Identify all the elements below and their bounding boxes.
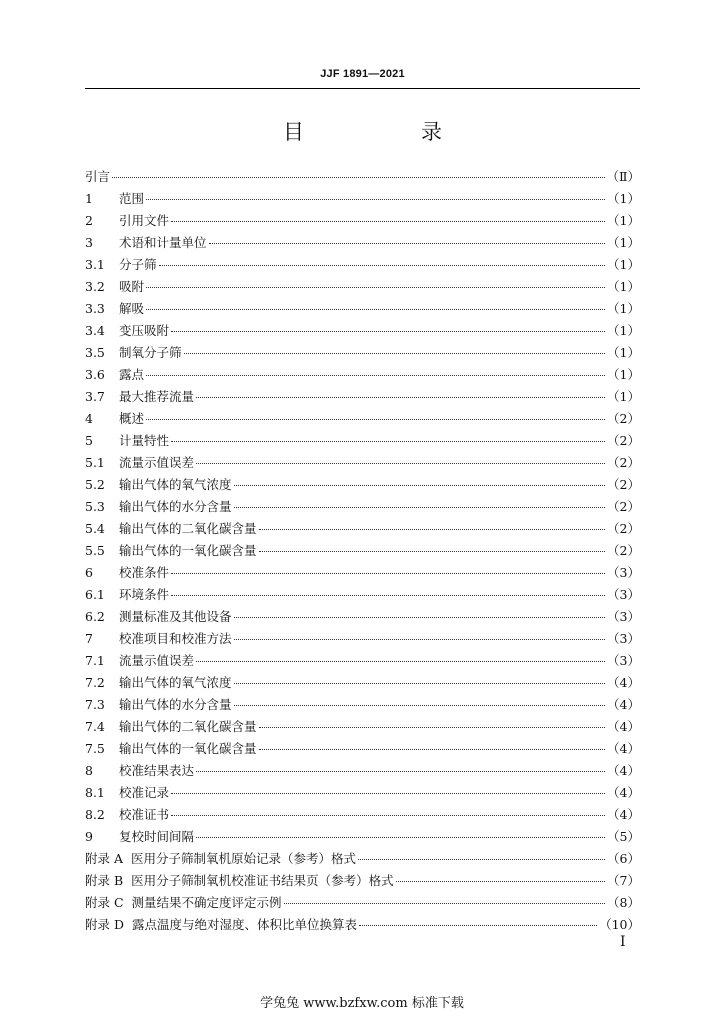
- toc-entry-number: 5.3: [85, 499, 105, 514]
- toc-entry-label: 引用文件: [119, 213, 170, 228]
- toc-entry-label: 测量标准及其他设备: [119, 609, 232, 624]
- toc-entry-label: 复校时间间隔: [119, 829, 195, 844]
- toc-entry-number: 附录 A: [85, 851, 124, 866]
- toc-entry-number: 3.3: [85, 301, 105, 316]
- toc-leader-dots: [196, 661, 605, 662]
- toc-leader-dots: [146, 309, 605, 310]
- toc-leader-dots: [234, 639, 606, 640]
- toc-leader-dots: [112, 177, 604, 178]
- toc-entry-number: 7.2: [85, 675, 105, 690]
- toc-entry[interactable]: [85, 893, 640, 915]
- toc-entry-label: 测量结果不确定度评定示例: [131, 895, 282, 910]
- toc-entry[interactable]: [85, 343, 640, 365]
- toc-entry-number: 8: [85, 763, 93, 778]
- toc-entry-number: 附录 B: [85, 873, 124, 888]
- toc-entry-label: 输出气体的氧气浓度: [119, 675, 232, 690]
- toc-entry[interactable]: [85, 805, 640, 827]
- toc-leader-dots: [259, 749, 606, 750]
- toc-entry-label: 医用分子筛制氧机校准证书结果页（参考）格式: [131, 873, 394, 888]
- toc-entry[interactable]: [85, 717, 640, 739]
- toc-entry-label: 流量示值误差: [119, 653, 195, 668]
- toc-entry-page: （4）: [607, 763, 640, 778]
- toc-leader-dots: [259, 727, 606, 728]
- toc-entry-number: 2: [85, 213, 93, 228]
- toc-entry-label: 分子筛: [119, 257, 157, 272]
- toc-entry-page: （1）: [607, 257, 640, 272]
- toc-entry-page: （3）: [607, 587, 640, 602]
- toc-entry-label: 输出气体的水分含量: [119, 697, 232, 712]
- toc-entry-page: （3）: [607, 609, 640, 624]
- toc-entry-label: 最大推荐流量: [119, 389, 195, 404]
- toc-entry-page: （1）: [607, 279, 640, 294]
- toc-entry[interactable]: [85, 167, 640, 189]
- toc-entry-page: （4）: [607, 785, 640, 800]
- toc-entry-page: （2）: [607, 521, 640, 536]
- toc-entry[interactable]: [85, 299, 640, 321]
- toc-entry-page: （5）: [607, 829, 640, 844]
- toc-entry-label: 计量特性: [119, 433, 170, 448]
- toc-leader-dots: [171, 573, 605, 574]
- toc-leader-dots: [171, 815, 605, 816]
- toc-entry[interactable]: [85, 563, 640, 585]
- toc-entry-page: （1）: [607, 323, 640, 338]
- toc-entry-page: （1）: [607, 213, 640, 228]
- toc-entry-label: 输出气体的氧气浓度: [119, 477, 232, 492]
- page-number: Ⅰ: [620, 934, 626, 950]
- header-rule: [85, 88, 640, 89]
- toc-entry-page: （4）: [607, 675, 640, 690]
- toc-entry[interactable]: [85, 827, 640, 849]
- toc-entry-page: （1）: [607, 345, 640, 360]
- toc-entry-page: （Ⅱ）: [606, 169, 640, 184]
- toc-entry-page: （6）: [607, 851, 640, 866]
- toc-leader-dots: [234, 485, 606, 486]
- toc-leader-dots: [234, 705, 606, 706]
- toc-entry-number: 3.4: [85, 323, 105, 338]
- toc-entry-number: 7.5: [85, 741, 105, 756]
- toc-entry-label: 输出气体的二氧化碳含量: [119, 521, 257, 536]
- toc-entry[interactable]: [85, 695, 640, 717]
- toc-entry-number: 6.2: [85, 609, 105, 624]
- toc-entry-label: 校准项目和校准方法: [119, 631, 232, 646]
- toc-entry-number: 7.3: [85, 697, 105, 712]
- toc-entry[interactable]: [85, 409, 640, 431]
- toc-entry-number: 3.2: [85, 279, 105, 294]
- toc-entry-page: （2）: [607, 433, 640, 448]
- toc-leader-dots: [146, 419, 605, 420]
- toc-entry[interactable]: [85, 431, 640, 453]
- toc-entry-number: 1: [85, 191, 93, 206]
- toc-entry-page: （2）: [607, 411, 640, 426]
- document-code-header: JJF 1891—2021: [320, 68, 405, 80]
- toc-entry-page: （4）: [607, 741, 640, 756]
- toc-entry-number: 5: [85, 433, 93, 448]
- footer-watermark: 学兔兔 www.bzfxw.com 标准下载: [260, 996, 464, 1011]
- toc-leader-dots: [234, 617, 606, 618]
- toc-leader-dots: [171, 441, 605, 442]
- toc-entry[interactable]: [85, 783, 640, 805]
- toc-entry-number: 附录 C: [85, 895, 124, 910]
- toc-entry-label: 校准条件: [119, 565, 170, 580]
- toc-entry-label: 医用分子筛制氧机原始记录（参考）格式: [131, 851, 357, 866]
- toc-entry[interactable]: [85, 739, 640, 761]
- toc-entry-page: （2）: [607, 477, 640, 492]
- toc-leader-dots: [146, 199, 605, 200]
- toc-entry-number: 3.6: [85, 367, 105, 382]
- toc-entry-label: 范围: [119, 191, 145, 206]
- toc-leader-dots: [184, 353, 606, 354]
- toc-entry-page: （2）: [607, 543, 640, 558]
- toc-entry-label: 吸附: [119, 279, 145, 294]
- toc-entry[interactable]: [85, 915, 640, 937]
- toc-leader-dots: [259, 529, 606, 530]
- toc-leader-dots: [146, 287, 605, 288]
- toc-entry-page: （8）: [607, 895, 640, 910]
- toc-entry-page: （4）: [607, 697, 640, 712]
- toc-entry[interactable]: [85, 233, 640, 255]
- toc-entry-label: 概述: [119, 411, 145, 426]
- toc-leader-dots: [209, 243, 606, 244]
- toc-entry-page: （4）: [607, 807, 640, 822]
- toc-entry-page: （1）: [607, 389, 640, 404]
- toc-entry-number: 6.1: [85, 587, 105, 602]
- toc-entry-number: 3.5: [85, 345, 105, 360]
- toc-entry-number: 4: [85, 411, 93, 426]
- toc-entry[interactable]: [85, 629, 640, 651]
- toc-entry-number: 7: [85, 631, 93, 646]
- toc-entry-label: 变压吸附: [119, 323, 170, 338]
- toc-entry[interactable]: [85, 321, 640, 343]
- toc-entry[interactable]: [85, 453, 640, 475]
- toc-entry-label: 输出气体的二氧化碳含量: [119, 719, 257, 734]
- toc-entry[interactable]: [85, 761, 640, 783]
- toc-leader-dots: [171, 595, 605, 596]
- toc-entry-page: （2）: [607, 455, 640, 470]
- toc-entry-number: 3.7: [85, 389, 105, 404]
- toc-entry[interactable]: [85, 365, 640, 387]
- toc-entry-label: 流量示值误差: [119, 455, 195, 470]
- toc-entry-label: 校准结果表达: [119, 763, 195, 778]
- toc-entry-label: 解吸: [119, 301, 145, 316]
- toc-entry-number: 7.4: [85, 719, 105, 734]
- toc-entry-number: 8.1: [85, 785, 105, 800]
- toc-leader-dots: [359, 925, 597, 926]
- toc-entry-page: （1）: [607, 235, 640, 250]
- toc-entry-number: 3.1: [85, 257, 105, 272]
- toc-entry[interactable]: [85, 607, 640, 629]
- toc-leader-dots: [234, 507, 606, 508]
- toc-entry-label: 输出气体的一氧化碳含量: [119, 543, 257, 558]
- toc-entry[interactable]: [85, 673, 640, 695]
- toc-entry-page: （1）: [607, 191, 640, 206]
- page-title: 目 录: [283, 120, 490, 144]
- toc-entry-label: 输出气体的一氧化碳含量: [119, 741, 257, 756]
- toc-leader-dots: [234, 683, 606, 684]
- toc-entry[interactable]: [85, 277, 640, 299]
- toc-entry-number: 5.2: [85, 477, 105, 492]
- toc-entry-page: （3）: [607, 565, 640, 580]
- toc-entry-label: 露点温度与绝对湿度、体积比单位换算表: [132, 917, 358, 932]
- toc-leader-dots: [171, 331, 605, 332]
- toc-entry-page: （1）: [607, 301, 640, 316]
- toc-entry-number: 6: [85, 565, 93, 580]
- toc-entry[interactable]: [85, 519, 640, 541]
- toc-leader-dots: [259, 551, 606, 552]
- toc-entry[interactable]: [85, 651, 640, 673]
- toc-entry[interactable]: [85, 189, 640, 211]
- toc-leader-dots: [196, 771, 605, 772]
- toc-entry[interactable]: [85, 475, 640, 497]
- toc-entry-page: （4）: [607, 719, 640, 734]
- toc-leader-dots: [171, 793, 605, 794]
- toc-entry[interactable]: [85, 211, 640, 233]
- toc-entry[interactable]: [85, 387, 640, 409]
- toc-entry-label: 露点: [119, 367, 145, 382]
- toc-leader-dots: [196, 463, 605, 464]
- toc-entry-page: （1）: [607, 367, 640, 382]
- toc-entry[interactable]: [85, 541, 640, 563]
- toc-entry-page: （7）: [607, 873, 640, 888]
- toc-leader-dots: [284, 903, 605, 904]
- toc-entry[interactable]: [85, 255, 640, 277]
- toc-entry-number: 5.1: [85, 455, 105, 470]
- toc-entry-label: 环境条件: [119, 587, 170, 602]
- toc-leader-dots: [396, 881, 605, 882]
- toc-entry-label: 引言: [85, 169, 111, 184]
- toc-entry-number: 附录 D: [85, 917, 124, 932]
- toc-leader-dots: [358, 859, 605, 860]
- table-of-contents: [85, 167, 640, 937]
- toc-leader-dots: [171, 221, 605, 222]
- toc-entry-number: 8.2: [85, 807, 105, 822]
- toc-entry-number: 3: [85, 235, 93, 250]
- toc-entry-page: （2）: [607, 499, 640, 514]
- toc-entry-number: 5.4: [85, 521, 105, 536]
- toc-entry[interactable]: [85, 585, 640, 607]
- toc-leader-dots: [146, 375, 605, 376]
- toc-entry-page: （3）: [607, 653, 640, 668]
- toc-entry[interactable]: [85, 497, 640, 519]
- toc-leader-dots: [196, 397, 605, 398]
- toc-leader-dots: [196, 837, 605, 838]
- toc-leader-dots: [159, 265, 606, 266]
- toc-entry-number: 5.5: [85, 543, 105, 558]
- toc-entry[interactable]: [85, 849, 640, 871]
- toc-entry-page: （3）: [607, 631, 640, 646]
- toc-entry-page: （10）: [599, 917, 640, 932]
- toc-entry-number: 7.1: [85, 653, 105, 668]
- toc-entry-label: 制氧分子筛: [119, 345, 182, 360]
- toc-entry-label: 校准证书: [119, 807, 170, 822]
- toc-entry-number: 9: [85, 829, 93, 844]
- toc-entry-label: 校准记录: [119, 785, 170, 800]
- toc-entry-label: 术语和计量单位: [119, 235, 207, 250]
- toc-entry-label: 输出气体的水分含量: [119, 499, 232, 514]
- toc-entry[interactable]: [85, 871, 640, 893]
